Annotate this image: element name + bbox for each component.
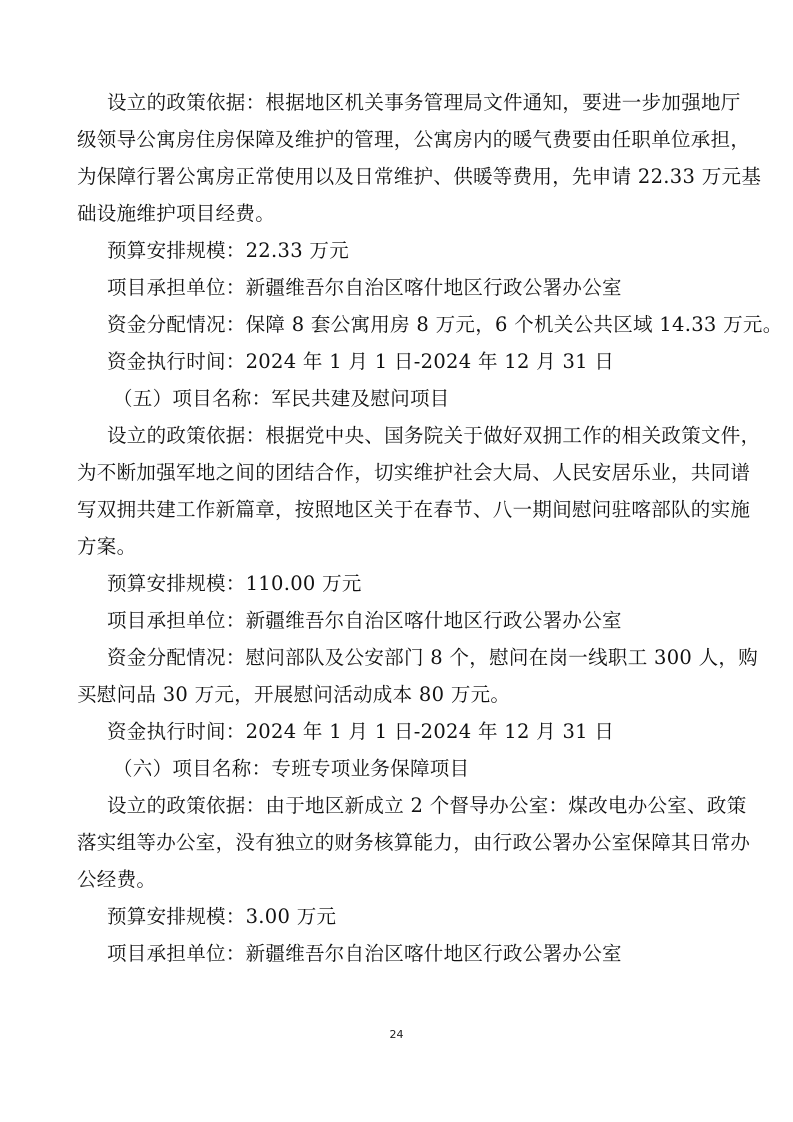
policy-basis-text: 级领导公寓房住房保障及维护的管理，公寓房内的暖气费要由任职单位承担，: [77, 128, 751, 151]
section-heading: （五）项目名称：军民共建及慰问项目: [113, 387, 450, 410]
responsible-unit: 项目承担单位：新疆维吾尔自治区喀什地区行政公署办公室: [107, 609, 622, 632]
execution-period: 资金执行时间：2024 年 1 月 1 日-2024 年 12 月 31 日: [107, 350, 615, 373]
policy-basis-text: 方案。: [77, 535, 137, 558]
policy-basis-text: 础设施维护项目经费。: [77, 202, 276, 225]
policy-basis-text: 为保障行署公寓房正常使用以及日常维护、供暖等费用，先申请 22.33 万元基: [77, 165, 762, 188]
execution-period: 资金执行时间：2024 年 1 月 1 日-2024 年 12 月 31 日: [107, 720, 615, 743]
policy-basis-text: 落实组等办公室，没有独立的财务核算能力，由行政公署办公室保障其日常办: [77, 831, 751, 854]
policy-basis-text: 设立的政策依据：根据党中央、国务院关于做好双拥工作的相关政策文件，: [107, 424, 761, 447]
page-number: 24: [389, 1028, 404, 1041]
policy-basis-text: 设立的政策依据：根据地区机关事务管理局文件通知，要进一步加强地厅: [107, 91, 741, 114]
responsible-unit: 项目承担单位：新疆维吾尔自治区喀什地区行政公署办公室: [107, 276, 622, 299]
policy-basis-text: 为不断加强军地之间的团结合作，切实维护社会大局、人民安居乐业，共同谱: [77, 461, 751, 484]
budget-scale: 预算安排规模：110.00 万元: [107, 572, 362, 595]
fund-allocation: 买慰问品 30 万元，开展慰问活动成本 80 万元。: [77, 683, 511, 706]
budget-scale: 预算安排规模：22.33 万元: [107, 239, 350, 262]
fund-allocation: 资金分配情况：保障 8 套公寓用房 8 万元，6 个机关公共区域 14.33 万元。: [107, 313, 783, 336]
policy-basis-text: 设立的政策依据：由于地区新成立 2 个督导办公室：煤改电办公室、政策: [107, 794, 747, 817]
responsible-unit: 项目承担单位：新疆维吾尔自治区喀什地区行政公署办公室: [107, 942, 622, 965]
budget-scale: 预算安排规模：3.00 万元: [107, 905, 337, 928]
section-heading: （六）项目名称：专班专项业务保障项目: [113, 757, 470, 780]
policy-basis-text: 写双拥共建工作新篇章，按照地区关于在春节、八一期间慰问驻喀部队的实施: [77, 498, 751, 521]
policy-basis-text: 公经费。: [77, 868, 157, 891]
fund-allocation: 资金分配情况：慰问部队及公安部门 8 个，慰问在岗一线职工 300 人，购: [107, 646, 759, 669]
